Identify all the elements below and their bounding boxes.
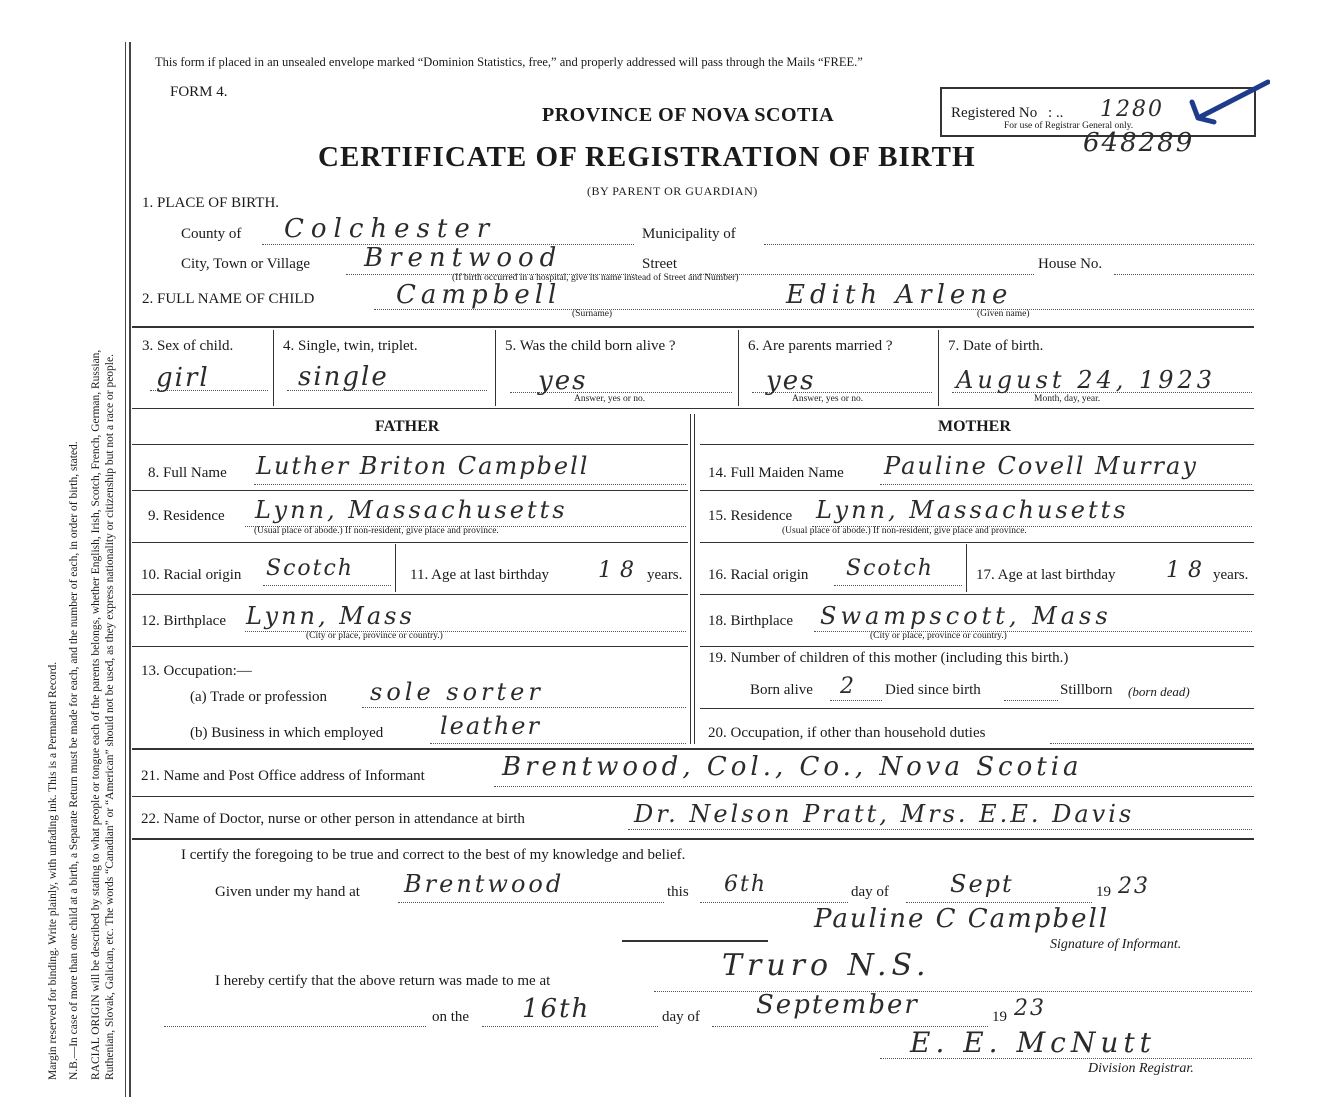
registrar-signature: E. E. McNutt <box>910 1026 1156 1059</box>
father-business-line <box>430 743 686 744</box>
registrar-general-note: For use of Registrar General only. <box>1004 121 1134 131</box>
divider <box>132 408 1254 409</box>
margin-note-racial-origin-2: Ruthenian, Slovak, Galician, etc. The words “Canadian” or “American” should not be used, as they express nationality or citizenship but not a race or people. <box>104 354 116 1080</box>
divider <box>132 838 1254 840</box>
divider <box>700 594 1254 595</box>
divider <box>966 544 967 592</box>
mother-age-value: 18 <box>1166 558 1210 583</box>
this-label: this <box>667 884 689 900</box>
divider <box>700 490 1254 491</box>
mail-notice: This form if placed in an unsealed envelope marked “Dominion Statistics, free,” and properly addressed will pass through the Mails “FREE.” <box>155 55 863 69</box>
date-of-birth-value: August 24, 1923 <box>956 366 1217 394</box>
registrar-day-of-label: day of <box>662 1009 700 1025</box>
divider <box>132 748 1254 750</box>
father-heading: FATHER <box>375 418 440 435</box>
father-business-label: (b) Business in which employed <box>190 725 384 741</box>
mother-name-value: Pauline Covell Murray <box>884 452 1198 480</box>
divider <box>132 796 1254 797</box>
registrar-blank-line <box>164 1026 426 1027</box>
registrar-place: Truro N.S. <box>722 948 931 983</box>
mother-age-unit: years. <box>1213 567 1249 583</box>
child-given-name: Edith Arlene <box>786 280 1013 310</box>
doctor-value: Dr. Nelson Pratt, Mrs. E.E. Davis <box>634 800 1135 828</box>
parents-married-value: yes <box>766 366 816 396</box>
died-since-birth-label: Died since birth <box>885 682 981 698</box>
stillborn-note: (born dead) <box>1128 684 1190 699</box>
father-birthplace-value: Lynn, Mass <box>246 602 415 630</box>
sex-label: 3. Sex of child. <box>142 338 234 354</box>
father-business-value: leather <box>440 712 541 740</box>
mother-birthplace-label: 18. Birthplace <box>708 613 793 629</box>
father-age-unit: years. <box>647 567 683 583</box>
county-label: County of <box>181 226 242 242</box>
registered-number: 1280 <box>1100 97 1164 122</box>
signature-rule <box>622 940 768 942</box>
surname-caption: (Surname) <box>572 309 613 319</box>
date-of-birth-label: 7. Date of birth. <box>948 338 1044 354</box>
born-alive-value: yes <box>538 366 588 396</box>
binding-rule <box>129 42 131 1097</box>
street-label: Street <box>642 256 677 272</box>
margin-note-binding: Margin reserved for binding. Write plainly, with unfading ink. This is a Permanent Record. <box>47 661 59 1080</box>
given-at-line <box>398 902 664 903</box>
mother-racial-origin-value: Scotch <box>846 556 934 581</box>
father-birthplace-label: 12. Birthplace <box>141 613 226 629</box>
registrar-signature-line <box>880 1058 1252 1059</box>
county-value: Colchester <box>284 214 497 244</box>
father-occupation-heading: 13. Occupation:— <box>141 663 252 679</box>
date-of-birth-caption: Month, day, year. <box>1034 394 1101 404</box>
informant-label: 21. Name and Post Office address of Informant <box>141 768 425 784</box>
city-label: City, Town or Village <box>181 256 311 272</box>
child-name-label: 2. FULL NAME OF CHILD <box>142 291 315 307</box>
born-alive-label: 5. Was the child born alive ? <box>505 338 676 354</box>
divider <box>700 542 1254 543</box>
born-alive-count-value: 2 <box>840 674 856 699</box>
father-residence-value: Lynn, Massachusetts <box>255 496 568 524</box>
mother-name-label: 14. Full Maiden Name <box>708 465 844 481</box>
given-month-line <box>906 902 1092 903</box>
doctor-label: 22. Name of Doctor, nurse or other person in attendance at birth <box>141 811 525 827</box>
mother-racial-origin-label: 16. Racial origin <box>708 567 809 583</box>
mother-age-label: 17. Age at last birthday <box>976 567 1116 583</box>
informant-value: Brentwood, Col., Co., Nova Scotia <box>502 752 1083 782</box>
given-day-line <box>700 902 848 903</box>
margin-note-racial-origin-1: RACIAL ORIGIN will be described by stating to what people or tongue each of the parents belongs, whether English, Irish, Scotch, French, German, Russian, <box>90 349 102 1080</box>
divider <box>132 490 688 491</box>
registrar-year-prefix: 19 <box>992 1009 1007 1025</box>
mother-occupation-label: 20. Occupation, if other than household duties <box>708 725 986 741</box>
divider <box>700 646 1254 647</box>
mother-children-heading: 19. Number of children of this mother (including this birth.) <box>708 650 1069 666</box>
municipality-line <box>764 244 1254 245</box>
father-racial-origin-value: Scotch <box>266 556 354 581</box>
mother-heading: MOTHER <box>938 418 1011 435</box>
father-trade-label: (a) Trade or profession <box>190 689 328 705</box>
certify-statement: I certify the foregoing to be true and correct to the best of my knowledge and belief. <box>181 847 686 863</box>
divider <box>132 444 688 445</box>
mother-occupation-line <box>1050 743 1252 744</box>
form-number: FORM 4. <box>170 84 228 100</box>
father-racial-origin-label: 10. Racial origin <box>141 567 242 583</box>
divider <box>273 330 274 406</box>
divider <box>938 330 939 406</box>
divider <box>132 594 688 595</box>
born-alive-count-label: Born alive <box>750 682 813 698</box>
divider <box>495 330 496 406</box>
father-racial-origin-line <box>263 585 391 586</box>
sex-value: girl <box>156 363 210 393</box>
father-name-line <box>254 484 686 485</box>
born-alive-caption: Answer, yes or no. <box>574 394 646 404</box>
parents-married-caption: Answer, yes or no. <box>792 394 864 404</box>
divider <box>132 646 688 647</box>
province-title: PROVINCE OF NOVA SCOTIA <box>542 104 835 126</box>
column-divider <box>694 414 695 744</box>
registrar-statement: I hereby certify that the above return was made to me at <box>215 973 551 989</box>
father-trade-value: sole sorter <box>370 678 544 706</box>
informant-line <box>494 786 1252 787</box>
divider <box>132 326 1254 328</box>
page-subtitle: (BY PARENT OR GUARDIAN) <box>587 184 758 198</box>
division-registrar-caption: Division Registrar. <box>1088 1061 1194 1076</box>
house-no-label: House No. <box>1038 256 1103 272</box>
city-value: Brentwood <box>364 243 563 273</box>
plurality-value: single <box>298 362 389 392</box>
divider <box>132 542 688 543</box>
given-year-prefix: 19 <box>1096 884 1111 900</box>
father-name-label: 8. Full Name <box>148 465 227 481</box>
street-line <box>690 274 1034 275</box>
father-residence-label: 9. Residence <box>148 508 225 524</box>
mother-residence-label: 15. Residence <box>708 508 793 524</box>
born-alive-count-line <box>830 700 882 701</box>
house-no-line <box>1114 274 1254 275</box>
mother-residence-value: Lynn, Massachusetts <box>816 496 1129 524</box>
registrar-place-line <box>654 991 1252 992</box>
parents-married-label: 6. Are parents married ? <box>748 338 893 354</box>
father-name-value: Luther Briton Campbell <box>256 452 590 480</box>
father-residence-caption: (Usual place of abode.) If non-resident, give place and province. <box>254 526 499 536</box>
informant-signature-caption: Signature of Informant. <box>1050 937 1182 952</box>
mother-name-line <box>880 484 1252 485</box>
registrar-day-line <box>482 1026 658 1027</box>
mother-birthplace-caption: (City or place, province or country.) <box>870 631 1007 641</box>
registrar-year: 23 <box>1014 996 1046 1021</box>
given-day-value: 6th <box>724 872 768 897</box>
divider <box>700 708 1254 709</box>
died-since-birth-line <box>1004 700 1058 701</box>
informant-signature: Pauline C Campbell <box>814 904 1110 934</box>
divider <box>738 330 739 406</box>
divider <box>700 444 1254 445</box>
mother-residence-caption: (Usual place of abode.) If non-resident, give place and province. <box>782 526 1027 536</box>
stillborn-label: Stillborn <box>1060 682 1113 698</box>
column-divider <box>690 414 691 744</box>
check-arrow-icon <box>1188 78 1270 128</box>
mother-racial-origin-line <box>834 585 962 586</box>
child-surname: Campbell <box>396 280 562 310</box>
given-name-caption: (Given name) <box>977 309 1030 319</box>
given-at-place: Brentwood <box>404 870 565 898</box>
registrar-day: 16th <box>522 994 591 1024</box>
father-age-label: 11. Age at last birthday <box>410 567 549 583</box>
mother-birthplace-value: Swampscott, Mass <box>820 602 1112 630</box>
father-trade-line <box>362 707 686 708</box>
registered-label: Registered No <box>951 105 1038 121</box>
doctor-line <box>628 829 1252 830</box>
registrar-month: September <box>756 990 919 1020</box>
given-at-label: Given under my hand at <box>215 884 360 900</box>
hospital-note: (If birth occurred in a hospital, give its name instead of Street and Number) <box>452 273 739 283</box>
margin-note-multiple-births: N.B.—In case of more than one child at a birth, a Separate Return must be made for each, and the number of each, in order of birth, stated. <box>68 441 80 1080</box>
place-heading: 1. PLACE OF BIRTH. <box>142 195 280 211</box>
binding-rule <box>125 42 126 1097</box>
registrar-on-the-label: on the <box>432 1009 470 1025</box>
municipality-label: Municipality of <box>642 226 736 242</box>
given-day-of-label: day of <box>851 884 889 900</box>
given-year-value: 23 <box>1118 874 1150 899</box>
father-birthplace-caption: (City or place, province or country.) <box>306 631 443 641</box>
divider <box>395 544 396 592</box>
extra-registration-number: 648289 <box>1083 128 1195 158</box>
plurality-label: 4. Single, twin, triplet. <box>283 338 418 354</box>
registered-dots: : .. <box>1048 105 1064 121</box>
father-age-value: 18 <box>598 558 642 583</box>
page-title: CERTIFICATE OF REGISTRATION OF BIRTH <box>318 141 976 173</box>
given-month-value: Sept <box>950 870 1014 898</box>
